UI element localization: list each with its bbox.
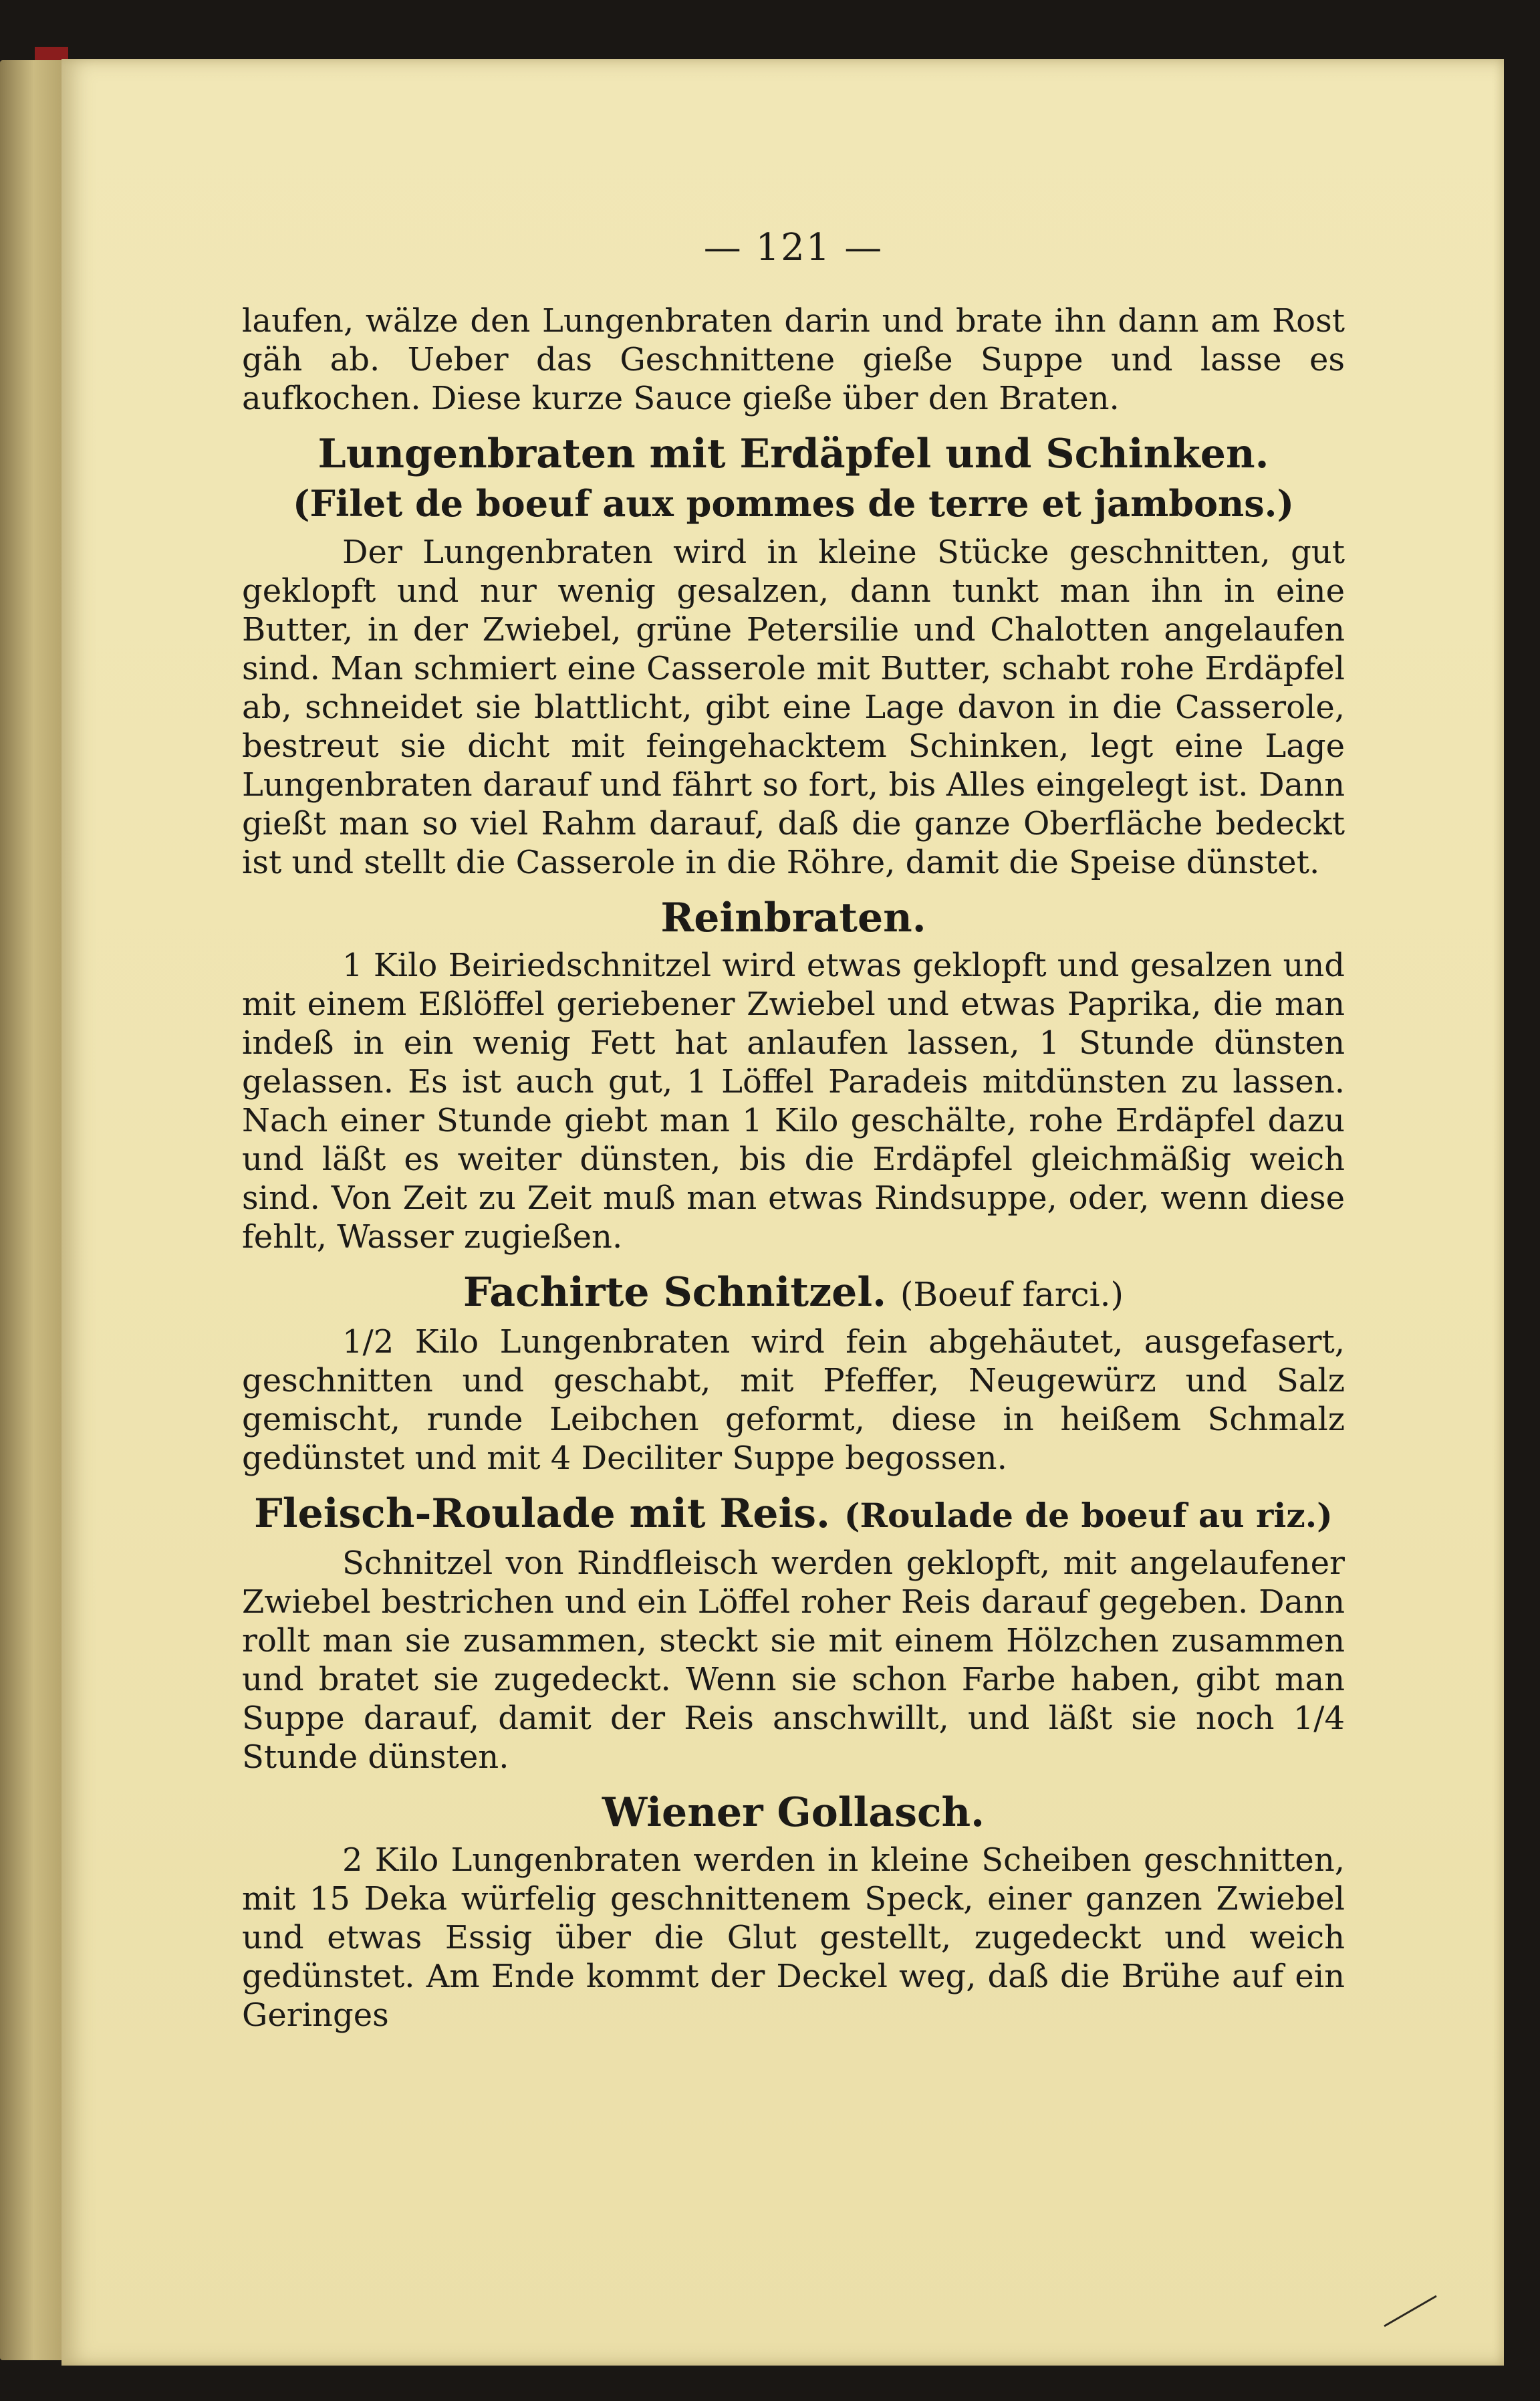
recipe-subtitle-boeuf-farci: (Boeuf farci.): [900, 1275, 1124, 1314]
recipe-title-reinbraten: Reinbraten.: [660, 895, 926, 941]
recipe-title-lungenbraten-erdaepfel: Lungenbraten mit Erdäpfel und Schinken.: [317, 431, 1269, 477]
page-number: — 121 —: [703, 226, 884, 269]
recipe-heading-fleisch-roulade: [242, 1490, 1345, 1540]
recipe-title-wiener-gollasch: Wiener Gollasch.: [602, 1789, 985, 1836]
ribbon-marker: [35, 47, 68, 60]
recipe-text-wiener-gollasch: 2 Kilo Lungenbraten werden in kleine Scheiben geschnitten, mit 15 Deka würfelig geschnittenem Speck, einer ganzen Zwiebel und etwas Essig über die Glut gestellt, zugedeckt und weich gedünstet. Am Ende kommt der Deckel weg, daß die Brühe auf ein Geringes: [242, 1841, 1345, 2034]
recipe-heading-fachirte-schnitzel: [242, 1268, 1345, 1319]
recipe-text-fleisch-roulade: Schnitzel von Rindfleisch werden geklopft, mit angelaufener Zwiebel bestrichen und ein Löffel roher Reis darauf gegeben. Dann rollt man sie zusammen, steckt sie mit einem Hölzchen zusammen und bratet sie zugedeckt. Wenn sie schon Farbe haben, gibt man Suppe darauf, damit der Reis anschwillt, und läßt sie noch 1/4 Stunde dünsten.: [242, 1545, 1345, 1776]
recipe-text-reinbraten: 1 Kilo Beiriedschnitzel wird etwas geklopft und gesalzen und mit einem Eßlöffel geriebener Zwiebel und etwas Paprika, die man indeß in ein wenig Fett hat anlaufen lassen, 1 Stunde dünsten gelassen. Es ist auch gut, 1 Löffel Paradeis mitdünsten zu lassen. Nach einer Stunde giebt man 1 Kilo geschälte, rohe Erdäpfel dazu und läßt es weiter dünsten, bis die Erdäpfel gleichmäßig weich sind. Von Zeit zu Zeit muß man etwas Rindsuppe, oder, wenn diese fehlt, Wasser zugießen.: [242, 947, 1345, 1256]
recipe-title-fachirte-schnitzel: Fachirte Schnitzel.: [463, 1269, 887, 1316]
recipe-text-lungenbraten-erdaepfel: Der Lungenbraten wird in kleine Stücke geschnitten, gut geklopft und nur wenig gesalzen, dann tunkt man ihn in eine Butter, in der Zwiebel, grüne Petersilie und Chalotten angelaufen sind. Man schmiert eine Casserole mit Butter, schabt rohe Erdäpfel ab, schneidet sie blattlicht, gibt eine Lage davon in die Casserole, bestreut sie dicht mit feingehacktem Schinken, legt eine Lage Lungenbraten darauf und fährt so fort, bis Alles eingelegt ist. Dann gießt man so viel Rahm darauf, daß die ganze Oberfläche bedeckt ist und stellt die Casserole in die Röhre, damit die Speise dünstet.: [242, 534, 1345, 881]
left-page-edge: [0, 60, 61, 2360]
recipe-subtitle-filet-de-boeuf: (Filet de boeuf aux pommes de terre et jambons.): [292, 482, 1295, 525]
recipe-subtitle-roulade-de-boeuf: (Roulade de boeuf au riz.): [844, 1496, 1333, 1535]
page-content: [242, 226, 1345, 2035]
continued-paragraph: laufen, wälze den Lungenbraten darin und brate ihn dann am Rost gäh ab. Ueber das Geschnittene gieße Suppe und lasse es aufkochen. Diese kurze Sauce gieße über den Braten.: [242, 302, 1345, 417]
recipe-text-fachirte-schnitzel: 1/2 Kilo Lungenbraten wird fein abgehäutet, ausgefasert, geschnitten und geschabt, mit Pfeffer, Neugewürz und Salz gemischt, runde Leibchen geformt, diese in heißem Schmalz gedünstet und mit 4 Deciliter Suppe begossen.: [242, 1323, 1345, 1477]
recipe-title-fleisch-roulade: Fleisch-Roulade mit Reis.: [254, 1490, 830, 1537]
book-page: [61, 59, 1504, 2366]
page-corner-crease: [1384, 2295, 1436, 2327]
